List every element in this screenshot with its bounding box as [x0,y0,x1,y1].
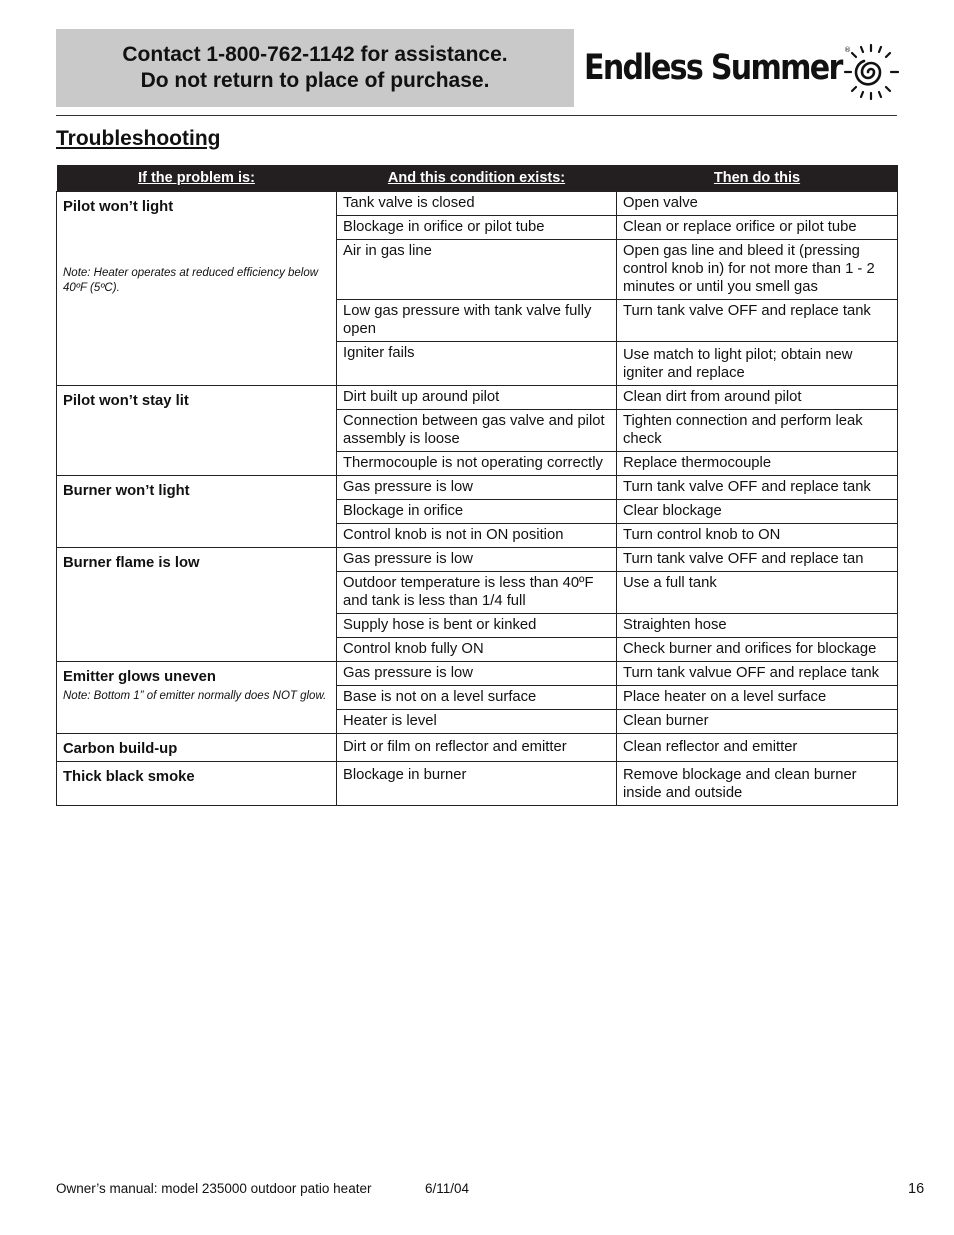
problem-cell [57,548,337,662]
table-row [57,548,898,572]
problem-label: Pilot won’t stay lit [63,393,189,409]
condition-cell: Tank valve is closed [337,192,617,216]
header-divider [56,115,897,116]
condition-cell: Blockage in orifice [337,500,617,524]
condition-cell: Low gas pressure with tank valve fully open [337,300,617,342]
contact-return-line: Do not return to place of purchase. [140,69,490,92]
action-cell: Replace thermocouple [617,452,898,476]
brand-name: Endless Summer [584,48,842,88]
table-row [57,662,898,686]
problem-label: Carbon build-up [63,741,178,757]
section-title: Troubleshooting [56,127,221,150]
action-cell: Clean burner [617,710,898,734]
problem-note: Note: Heater operates at reduced efficiency below 40ºF (5ºC). [63,267,319,294]
problem-label: Pilot won’t light [63,199,174,215]
sun-swirl-icon [842,42,900,100]
problem-label: Thick black smoke [63,769,195,785]
troubleshooting-table [56,165,898,806]
action-cell: Clean or replace orifice or pilot tube [617,216,898,240]
condition-cell: Air in gas line [337,240,617,300]
problem-label: Emitter glows uneven [63,669,216,685]
condition-cell: Outdoor temperature is less than 40ºF and tank is less than 1/4 full [337,572,617,614]
action-cell: Turn tank valve OFF and replace tan [617,548,898,572]
action-cell: Open gas line and bleed it (pressing control knob in) for not more than 1 - 2 minutes or until you smell gas [617,240,898,300]
action-cell: Turn tank valve OFF and replace tank [617,476,898,500]
problem-note: Note: Bottom 1” of emitter normally does NOT glow. [63,690,327,702]
condition-cell: Igniter fails [337,342,617,386]
action-cell: Tighten connection and perform leak check [617,410,898,452]
table-row [57,762,898,806]
table-row [57,476,898,500]
action-cell: Straighten hose [617,614,898,638]
condition-cell: Blockage in orifice or pilot tube [337,216,617,240]
condition-cell: Connection between gas valve and pilot assembly is loose [337,410,617,452]
table-row [57,192,898,216]
problem-cell [57,734,337,762]
problem-label: Burner won’t light [63,483,190,499]
action-cell: Open valve [617,192,898,216]
table-row [57,386,898,410]
contact-banner [56,29,574,107]
condition-cell: Gas pressure is low [337,548,617,572]
registered-mark: ® [844,46,851,54]
action-cell: Remove blockage and clean burner inside and outside [617,762,898,806]
action-cell: Clean dirt from around pilot [617,386,898,410]
action-cell: Use a full tank [617,572,898,614]
condition-cell: Gas pressure is low [337,476,617,500]
column-header-action: Then do this [617,165,898,192]
problem-cell [57,386,337,476]
footer-date: 6/11/04 [425,1181,470,1196]
condition-cell: Blockage in burner [337,762,617,806]
problem-cell [57,762,337,806]
footer-manual-title: Owner’s manual: model 235000 outdoor patio heater [56,1181,372,1196]
condition-cell: Heater is level [337,710,617,734]
condition-cell: Base is not on a level surface [337,686,617,710]
condition-cell: Gas pressure is low [337,662,617,686]
condition-cell: Control knob fully ON [337,638,617,662]
action-cell: Turn tank valve OFF and replace tank [617,300,898,342]
action-cell: Turn control knob to ON [617,524,898,548]
condition-cell: Thermocouple is not operating correctly [337,452,617,476]
action-cell: Place heater on a level surface [617,686,898,710]
page-number: 16 [908,1181,925,1197]
problem-cell [57,476,337,548]
problem-cell [57,662,337,734]
contact-phone-line: Contact 1-800-762-1142 for assistance. [122,43,508,66]
table-header-row [57,165,898,192]
condition-cell: Supply hose is bent or kinked [337,614,617,638]
table-row [57,734,898,762]
action-cell: Use match to light pilot; obtain new igniter and replace [617,342,898,386]
action-cell: Check burner and orifices for blockage [617,638,898,662]
action-cell: Turn tank valvue OFF and replace tank [617,662,898,686]
problem-cell [57,192,337,386]
action-cell: Clear blockage [617,500,898,524]
condition-cell: Dirt or film on reflector and emitter [337,734,617,762]
problem-label: Burner flame is low [63,555,200,571]
column-header-condition: And this condition exists: [337,165,617,192]
condition-cell: Dirt built up around pilot [337,386,617,410]
column-header-problem: If the problem is: [57,165,337,192]
brand-logo [584,40,900,106]
condition-cell: Control knob is not in ON position [337,524,617,548]
action-cell: Clean reflector and emitter [617,734,898,762]
